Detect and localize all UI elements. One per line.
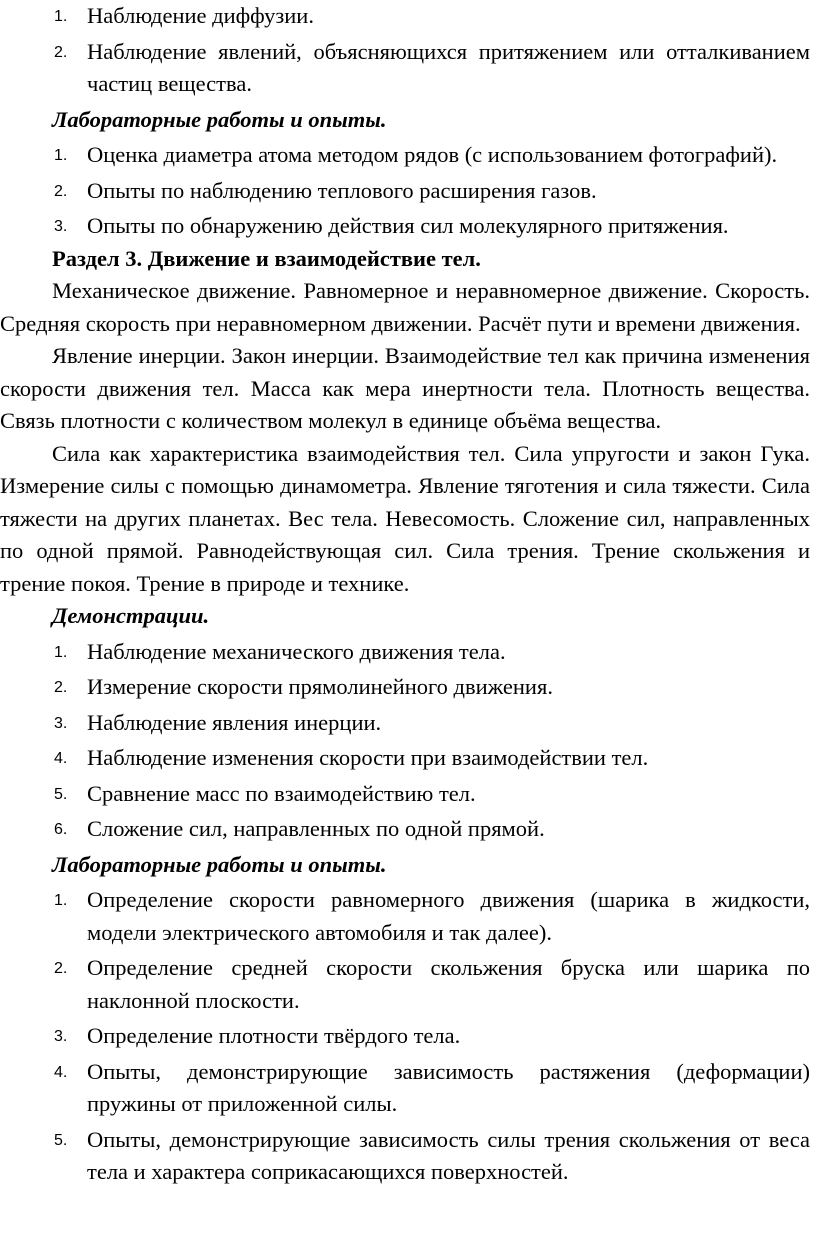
list-number: 3. (54, 1028, 68, 1045)
list-number: 6. (54, 821, 68, 838)
list-item-text: Опыты, демонстрирующие зависимость силы трения скольжения от веса тела и характера соприкасающихся поверхностей. (87, 1126, 810, 1184)
list-item-text: Сравнение масс по взаимодействию тел. (87, 780, 476, 806)
list-item-text: Опыты, демонстрирующие зависимость растяжения (деформации) пружины от приложенной силы. (87, 1058, 810, 1116)
list-item (0, 36, 810, 101)
list-item-text: Определение средней скорости скольжения бруска или шарика по наклонной плоскости. (87, 955, 810, 1013)
list-number: 2. (54, 960, 68, 977)
list-item (0, 671, 810, 704)
list-item-text: Наблюдение явления инерции. (87, 709, 382, 735)
heading-demonstrations: Демонстрации. (52, 603, 210, 628)
heading-lab-works: Лабораторные работы и опыты. (52, 851, 387, 877)
body-paragraph: Сила как характеристика взаимодействия тел. Сила упругости и закон Гука. Измерение силы с помощью динамометра. Явление тяготения и сила тяжести. Сила тяжести на других планетах. Вес тела. Невесомость. Сложение сил, направленных по одной прямой. Равнодействующая сил. Сила трения. Трение скольжения и трение покоя. Трение в природе и технике. (0, 440, 810, 596)
list-number: 5. (54, 785, 68, 803)
section-title: Раздел 3. Движение и взаимодействие тел. (52, 245, 481, 271)
list-item (0, 0, 810, 33)
list-item (0, 742, 810, 775)
list-item (0, 636, 810, 669)
list-item-text: Опыты по обнаружению действия сил молекулярного притяжения. (87, 213, 729, 238)
list-item (0, 1124, 810, 1189)
list-item (0, 707, 810, 740)
list-item-text: Определение плотности твёрдого тела. (87, 1023, 461, 1048)
list-number: 1. (54, 892, 68, 909)
list-item-text: Оценка диаметра атома методом рядов (с использованием фотографий). (87, 142, 778, 167)
list-number: 2. (54, 679, 68, 696)
list-item (0, 884, 810, 949)
list-item-text: Наблюдение явлений, объясняющихся притяжением или отталкиванием частиц вещества. (87, 38, 810, 96)
body-paragraph: Явление инерции. Закон инерции. Взаимодействие тел как причина изменения скорости движения тел. Масса как мера инертности тела. Плотность вещества. Связь плотности с количеством молекул в единице объёма вещества. (0, 343, 810, 433)
list-item-text: Наблюдение изменения скорости при взаимодействии тел. (87, 745, 649, 770)
list-item (0, 1056, 810, 1121)
body-paragraph: Механическое движение. Равномерное и неравномерное движение. Скорость. Средняя скорость при неравномерном движении. Расчёт пути и времени движения. (0, 278, 810, 336)
list-item (0, 139, 810, 172)
list-item-text: Опыты по наблюдению теплового расширения газов. (87, 177, 597, 203)
list-number: 3. (54, 714, 68, 732)
list-number: 1. (54, 8, 68, 25)
list-item (0, 210, 810, 243)
list-number: 4. (54, 1063, 68, 1081)
list-number: 4. (54, 750, 68, 767)
list-item-text: Наблюдение диффузии. (87, 3, 314, 28)
list-item (0, 175, 810, 208)
list-item (0, 778, 810, 811)
list-number: 3. (54, 218, 68, 235)
heading-lab-works: Лабораторные работы и опыты. (52, 106, 387, 132)
list-item-text: Наблюдение механического движения тела. (87, 638, 506, 664)
list-number: 2. (54, 182, 68, 200)
list-item (0, 1020, 810, 1053)
list-item-text: Измерение скорости прямолинейного движения. (87, 674, 553, 699)
list-number: 5. (54, 1131, 68, 1149)
list-item (0, 952, 810, 1017)
list-item (0, 813, 810, 846)
list-item-text: Сложение сил, направленных по одной прямой. (87, 816, 545, 841)
list-number: 2. (54, 43, 68, 61)
list-number: 1. (54, 643, 68, 661)
list-item-text: Определение скорости равномерного движения (шарика в жидкости, модели электрического автомобиля и так далее). (87, 887, 810, 945)
list-number: 1. (54, 147, 68, 164)
